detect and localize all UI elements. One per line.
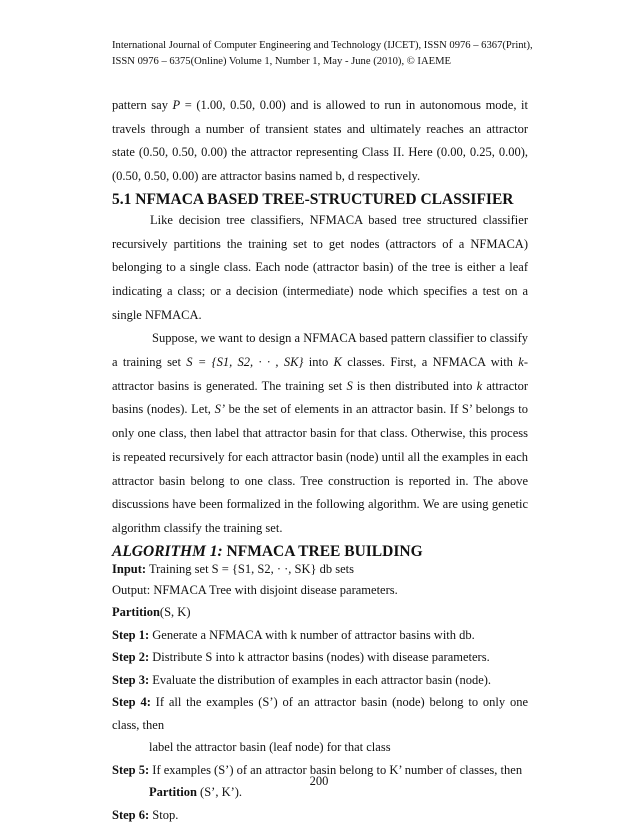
step-text: Distribute S into k attractor basins (nodes) with disease parameters. bbox=[149, 650, 490, 665]
para2-var-k3: k bbox=[476, 378, 483, 393]
journal-header bbox=[112, 38, 542, 70]
algorithm-title: NFMACA TREE BUILDING bbox=[222, 542, 423, 560]
para2-text-b: into bbox=[303, 355, 334, 370]
section-paragraph-2 bbox=[112, 327, 528, 540]
algorithm-heading bbox=[112, 543, 528, 560]
page-body bbox=[112, 94, 528, 826]
algorithm-step-2 bbox=[112, 646, 528, 669]
intro-text-a: pattern say bbox=[112, 98, 173, 112]
para2-var-s3: S’ bbox=[214, 402, 226, 417]
step-5-partition-args: (S’, K’). bbox=[196, 785, 243, 800]
intro-text-b: = (1.00, 0.50, 0.00) and is allowed to run in autonomous mode, it travels through a number of transient states and ultimately reaches an attractor state (0.50, 0.50, 0.00) the attractor representing Class II. Here (0.00, 0.25, 0.00), (0.50, 0.50, 0.00) are attractor basins named b, d respectively. bbox=[112, 98, 528, 184]
input-text: Training set S = {S1, S2, · ·, SK} db sets bbox=[146, 561, 355, 576]
para2-text-d: -attractor basins is generated. The training set bbox=[112, 355, 528, 393]
input-label: Input: bbox=[112, 561, 147, 576]
algorithm-step-4 bbox=[112, 691, 528, 736]
algorithm-step-1 bbox=[112, 624, 528, 647]
para2-text-a: Suppose, we want to design a NFMACA based pattern classifier to classify a training set bbox=[112, 331, 528, 370]
step-text: If examples (S’) of an attractor basin belong to K’ number of classes, then bbox=[149, 762, 523, 777]
step-label: Step 3: bbox=[112, 672, 150, 687]
page-number: 200 bbox=[309, 774, 329, 788]
step-text: Evaluate the distribution of examples in each attractor basin (node). bbox=[149, 672, 492, 687]
step-label: Step 2: bbox=[112, 650, 150, 665]
para2-set-notation: S = {S1, S2, · · , SK} bbox=[186, 355, 304, 370]
journal-header-line-2: ISSN 0976 – 6375(Online) Volume 1, Number 1, May - June (2010), © IAEME bbox=[112, 56, 451, 67]
para2-text-f: attractor basins (nodes). Let, bbox=[112, 378, 528, 417]
step-text: Generate a NFMACA with k number of attractor basins with db. bbox=[149, 627, 475, 642]
para2-text-e: is then distributed into bbox=[352, 378, 477, 393]
step-5-partition-call: Partition bbox=[149, 785, 197, 800]
step-label: Step 5: bbox=[112, 762, 150, 777]
intro-paragraph bbox=[112, 94, 528, 189]
algorithm-colon: : bbox=[217, 542, 223, 560]
algorithm-output: Output: NFMACA Tree with disjoint disease parameters. bbox=[112, 582, 398, 597]
algorithm-step-6 bbox=[112, 804, 528, 826]
partition-label: Partition bbox=[112, 605, 160, 620]
algorithm-input bbox=[112, 560, 528, 579]
para2-var-k1: K bbox=[333, 355, 342, 370]
para2-var-s2: S bbox=[346, 378, 353, 393]
section-paragraph-1: Like decision tree classifiers, NFMACA based tree structured classifier recursively partitions the training set to get nodes (attractors of a NFMACA) belonging to a single class. Each node (attractor basin) of the tree is either a leaf indicating a class; or a decision (intermediate) node which specifies a test on a single NFMACA. bbox=[112, 212, 528, 322]
step-text: If all the examples (S’) of an attractor basin (node) belong to only one class, then bbox=[112, 695, 529, 732]
step-text: Stop. bbox=[149, 807, 179, 822]
journal-header-line-1: International Journal of Computer Engineering and Technology (IJCET), ISSN 0976 – 6367(Print), bbox=[112, 40, 533, 51]
algorithm-step-3 bbox=[112, 669, 528, 692]
para2-text-c: classes. First, a NFMACA with bbox=[341, 355, 519, 370]
algorithm-partition bbox=[112, 601, 528, 624]
para2-text-g: be the set of elements in an attractor basin. If S’ belongs to only one class, then label that attractor basin for that class. Otherwise, this process is repeated recursively for each attractor basin (node) until all the examples in each attractor basin belong to one class. Tree construction is reported in. The above discussions have been formalized in the following algorithm. We are using genetic algorithm classify the training set. bbox=[112, 402, 528, 535]
intro-variable: P bbox=[172, 98, 181, 112]
step-label: Step 1: bbox=[112, 627, 150, 642]
algorithm-label: ALGORITHM 1 bbox=[112, 542, 218, 560]
algorithm-step-4-continuation: label the attractor basin (leaf node) for that class bbox=[149, 740, 391, 755]
partition-args: (S, K) bbox=[159, 605, 191, 620]
step-label: Step 4: bbox=[112, 695, 151, 710]
section-heading: 5.1 NFMACA BASED TREE-STRUCTURED CLASSIFIER bbox=[112, 190, 514, 208]
step-label: Step 6: bbox=[112, 807, 150, 822]
para2-var-k2: k bbox=[518, 355, 524, 370]
